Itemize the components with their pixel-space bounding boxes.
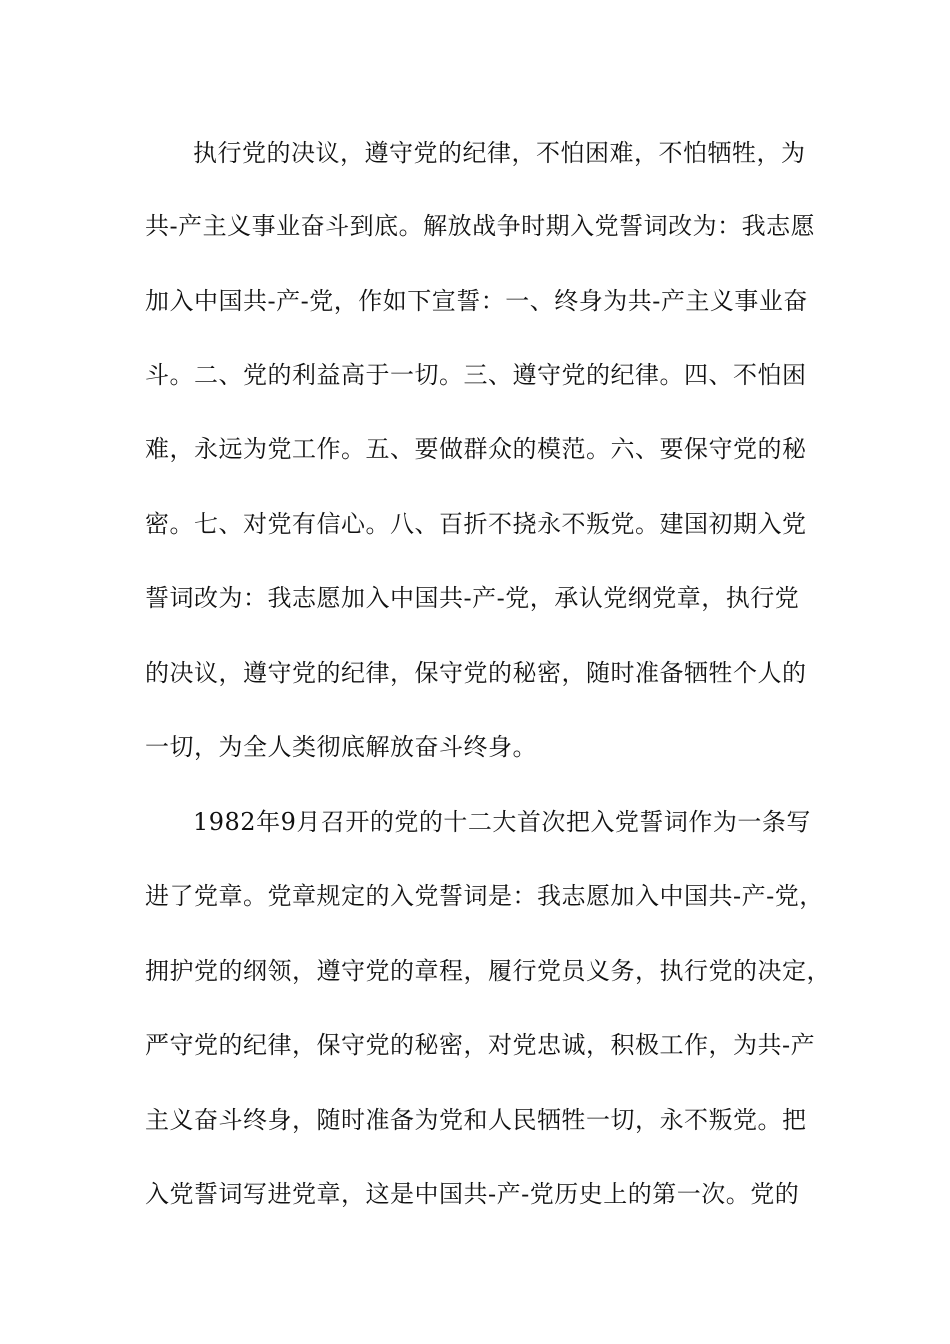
text-line-3: 加入中国共-产-党，作如下宣誓：一、终身为共-产主义事业奋 <box>145 287 808 315</box>
text-line-14: 主义奋斗终身，随时准备为党和人民牺牲一切，永不叛党。把 <box>145 1106 807 1134</box>
text-line-8: 的决议，遵守党的纪律，保守党的秘密，随时准备牺牲个人的 <box>145 659 807 687</box>
text-line-9: 一切，为全人类彻底解放奋斗终身。 <box>145 733 537 761</box>
text-line-13: 严守党的纪律，保守党的秘密，对党忠诚，积极工作，为共-产 <box>145 1031 816 1059</box>
text-line-2: 共-产主义事业奋斗到底。解放战争时期入党誓词改为：我志愿 <box>145 212 816 240</box>
text-line-7: 誓词改为：我志愿加入中国共-产-党，承认党纲党章，执行党 <box>145 584 800 612</box>
text-line-11: 进了党章。党章规定的入党誓词是：我志愿加入中国共-产-党， <box>145 882 824 910</box>
text-line-5: 难，永远为党工作。五、要做群众的模范。六、要保守党的秘 <box>145 435 807 463</box>
text-line-10: 1982年9月召开的党的十二大首次把入党誓词作为一条写 <box>193 808 811 836</box>
text-line-1: 执行党的决议，遵守党的纪律，不怕困难，不怕牺牲，为 <box>193 139 806 167</box>
text-line-12: 拥护党的纲领，遵守党的章程，履行党员义务，执行党的决定， <box>145 957 831 985</box>
text-line-15: 入党誓词写进党章，这是中国共-产-党历史上的第一次。党的 <box>145 1180 800 1208</box>
text-line-4: 斗。二、党的利益高于一切。三、遵守党的纪律。四、不怕困 <box>145 361 807 389</box>
text-line-6: 密。七、对党有信心。八、百折不挠永不叛党。建国初期入党 <box>145 510 807 538</box>
